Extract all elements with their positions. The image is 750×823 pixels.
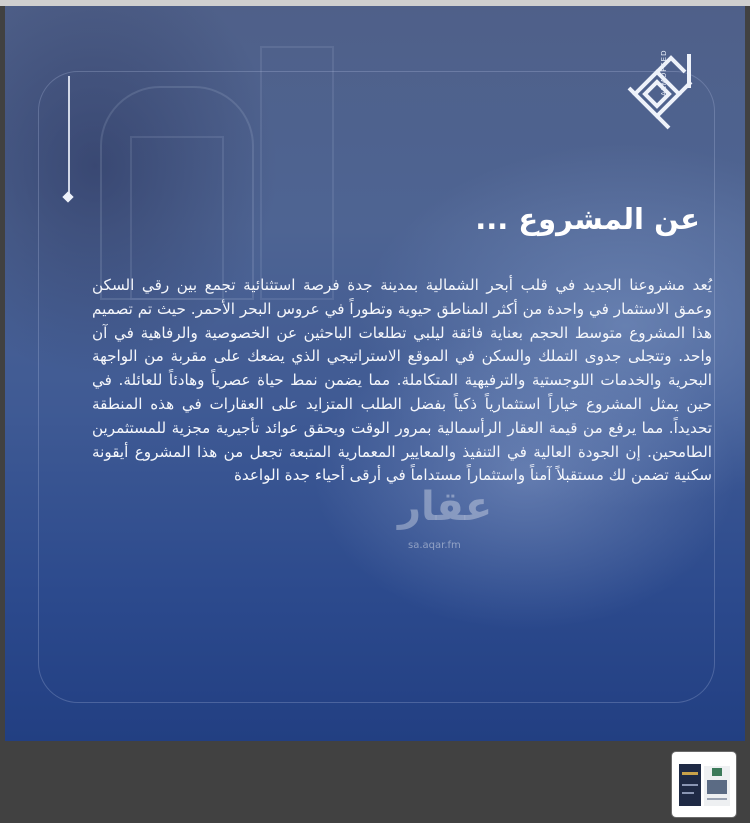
logo-wordmark: ALMOFEED [660,49,668,96]
project-poster-image [5,6,745,741]
project-description: يُعد مشروعنا الجديد في قلب أبحر الشمالية بمدينة جدة فرصة استثنائية تجمع بين رقي السكن وعمق الاستثمار في واحدة من أكثر المناطق حيوية وتطوراً في عروس البحر الأحمر. حيث تم تصميم هذا المشروع متوسط الحجم بعناية فائقة ليلبي تطلعات الباحثين عن الخصوصية والرفاهية في آن واحد. وتتجلى جدوى التملك والسكن في الموقع الاستراتيجي الذي يضعك على مقربة من الواجهة البحرية والخدمات اللوجستية والترفيهية المتكاملة. مما يضمن نمط حياة عصرياً وهادئاً للعائلة. في حين يمثل المشروع خياراً استثمارياً ذكياً بفضل الطلب المتزايد على العقارات في هذه المنطقة تحديداً. مما يرفع من قيمة العقار الرأسمالية بمرور الوقت ويحقق عوائد تأجيرية مجزية للمستثمرين الطامحين. إن الجودة العالية في التنفيذ والمعايير المعمارية المتبعة تجعل من هذا المشروع أيقونة سكنية تضمن لك مستقبلاً آمناً واستثماراً مستداماً في أرقى أحياء جدة الواعدة [92,276,712,485]
current-image-thumbnail[interactable] [672,752,736,817]
aqar-watermark [390,484,500,564]
thumbnail-light-panel [704,766,730,806]
watermark-url: sa.aqar.fm [408,540,461,551]
decorative-vertical-line [68,76,70,196]
watermark-logo-text: عقار [398,484,493,530]
section-heading: عن المشروع ... [475,202,700,236]
thumbnail-dark-panel [679,764,701,806]
